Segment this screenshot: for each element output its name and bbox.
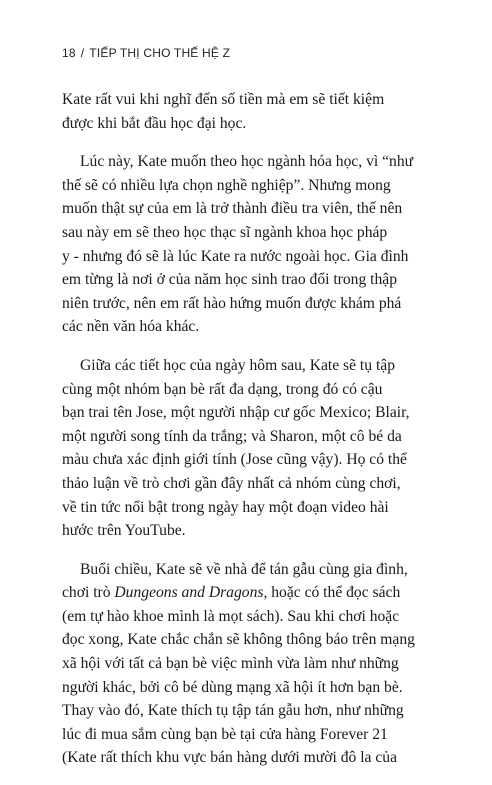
text-line: muốn thật sự của em là trở thành điều tra viên, thế nên bbox=[62, 200, 403, 218]
text-line: niên trước, nên em rất hào hứng muốn được khám phá bbox=[62, 294, 402, 312]
text-line: y - nhưng đó sẽ là lúc Kate ra nước ngoài học. Gia đình bbox=[62, 247, 409, 265]
text-line: thế sẽ có nhiều lựa chọn nghề nghiệp”. Nhưng mong bbox=[62, 176, 391, 194]
paragraph-1 bbox=[62, 88, 442, 135]
text-line-with-title bbox=[62, 581, 442, 605]
game-title: Dungeons and Dragons bbox=[114, 584, 264, 602]
text-line: người khác, bởi cô bé dùng mạng xã hội ít hơn bạn bè. bbox=[62, 678, 403, 696]
text-line: Buổi chiều, Kate sẽ về nhà để tán gẫu cùng gia đình, bbox=[80, 560, 408, 578]
text-line: một người song tính da trắng; và Sharon, một cô bé da bbox=[62, 427, 402, 445]
text-run: chơi trò bbox=[62, 584, 115, 602]
text-line: (Kate rất thích khu vực bán hàng dưới mười đô la của bbox=[62, 749, 397, 767]
text-line: màu chưa xác định giới tính (Jose cũng vậy). Họ có thể bbox=[62, 451, 407, 469]
paragraph-4 bbox=[62, 558, 442, 770]
text-line: lúc đi mua sắm cùng bạn bè tại cửa hàng Forever 21 bbox=[62, 725, 388, 743]
text-line: các nền văn hóa khác. bbox=[62, 318, 200, 336]
text-line: (em tự hào khoe mình là mọt sách). Sau khi chơi hoặc bbox=[62, 607, 400, 625]
text-line: Giữa các tiết học của ngày hôm sau, Kate sẽ tụ tập bbox=[80, 356, 396, 374]
text-line: về tin tức nổi bật trong ngày hay một đoạn video hài bbox=[62, 498, 389, 516]
text-line: sau này em sẽ theo học thạc sĩ ngành khoa học pháp bbox=[62, 223, 388, 241]
paragraph-2 bbox=[62, 150, 442, 339]
text-line: cùng một nhóm bạn bè rất đa dạng, trong đó có cậu bbox=[62, 380, 383, 398]
text-line: bạn trai tên Jose, một người nhập cư gốc Mexico; Blair, bbox=[62, 404, 410, 422]
text-run: , hoặc có thể đọc sách bbox=[263, 584, 401, 602]
text-line: đọc xong, Kate chắc chắn sẽ không thông báo trên mạng bbox=[62, 631, 415, 649]
chapter-title: TIẾP THỊ CHO THẾ HỆ Z bbox=[89, 46, 231, 60]
text-line: Thay vào đó, Kate thích tụ tập tán gẫu hơn, như những bbox=[62, 702, 404, 720]
text-line: hước trên YouTube. bbox=[62, 522, 186, 540]
page-number: 18 bbox=[62, 46, 76, 60]
text-line: em từng là nơi ở của năm học sinh trao đổi trong thập bbox=[62, 271, 398, 289]
text-line: Lúc này, Kate muốn theo học ngành hóa học, vì “như bbox=[80, 153, 414, 171]
text-line: được khi bắt đầu học đại học. bbox=[62, 114, 247, 132]
header-separator: / bbox=[80, 46, 85, 60]
paragraph-3 bbox=[62, 354, 442, 543]
text-line: Kate rất vui khi nghĩ đến số tiền mà em sẽ tiết kiệm bbox=[62, 91, 385, 108]
text-line: thảo luận về trò chơi gần đây nhất cả nhóm cùng chơi, bbox=[62, 474, 401, 492]
running-header bbox=[62, 46, 230, 60]
body-text bbox=[62, 88, 442, 785]
text-line: xã hội với tất cả bạn bè việc mình vừa làm như những bbox=[62, 655, 399, 673]
